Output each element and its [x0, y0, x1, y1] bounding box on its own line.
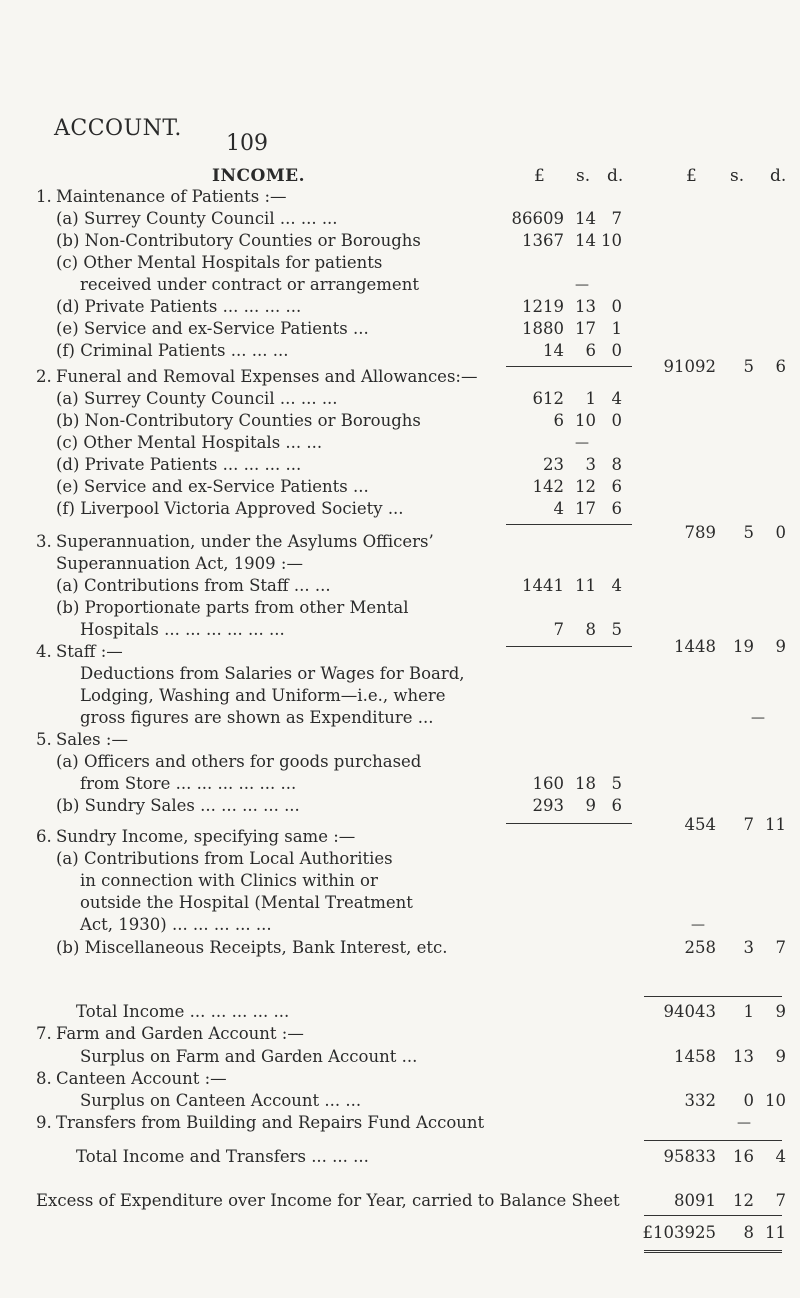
s5-item-b-amount: [506, 795, 626, 817]
shillings: 1: [743, 1002, 754, 1021]
shillings: 6: [585, 341, 596, 360]
pounds: 1880: [522, 319, 564, 338]
pounds: 1448: [674, 637, 716, 656]
pounds: 612: [532, 389, 564, 408]
s1-item-c-dash: —: [575, 277, 589, 293]
shillings: 7: [743, 815, 754, 834]
pence: 6: [611, 499, 622, 518]
section-2-number: 2.: [36, 367, 52, 386]
section-4-title: Staff :—: [56, 642, 123, 661]
pence: 9: [775, 637, 786, 656]
pence: 4: [611, 576, 622, 595]
shillings: 17: [575, 499, 596, 518]
pounds: 454: [684, 815, 716, 834]
pence: 7: [775, 938, 786, 957]
col1-pence-head: d.: [607, 166, 624, 186]
pence: 6: [775, 357, 786, 376]
shillings: 16: [733, 1147, 754, 1166]
section-4-number: 4.: [36, 642, 52, 661]
section-7-number: 7.: [36, 1024, 52, 1043]
shillings: 5: [743, 523, 754, 542]
pounds: 1367: [522, 231, 564, 250]
shillings: 9: [585, 796, 596, 815]
s1-item-f-amount: [506, 340, 626, 362]
section-1-number: 1.: [36, 187, 52, 206]
pounds: 94043: [663, 1002, 716, 1021]
header-account: ACCOUNT.: [54, 116, 182, 141]
s2-item-b-amount: [506, 410, 626, 432]
section-8-title: Canteen Account :—: [56, 1069, 227, 1088]
pounds: 23: [543, 455, 564, 474]
pence: 8: [611, 455, 622, 474]
s4-line-3: gross figures are shown as Expenditure ...: [80, 708, 434, 727]
s1-item-e: (e) Service and ex-Service Patients ...: [56, 319, 369, 338]
pounds: 1458: [674, 1047, 716, 1066]
pence: 6: [611, 796, 622, 815]
pence: 10: [765, 1091, 786, 1110]
s6-item-a-dash: —: [691, 917, 705, 933]
section-9-title: Transfers from Building and Repairs Fund Account: [56, 1113, 485, 1132]
s4-line-2: Lodging, Washing and Uniform—i.e., where: [80, 686, 446, 705]
s2-item-a: (a) Surrey County Council ... ... ...: [56, 389, 338, 408]
s3-total: [636, 636, 786, 658]
col1-pounds-head: £: [534, 166, 545, 186]
pounds: 86609: [511, 209, 564, 228]
s5-item-a: (a) Officers and others for goods purchased: [56, 752, 422, 771]
pence: 0: [611, 411, 622, 430]
s2-item-c-dash: —: [575, 435, 589, 451]
s3-item-b-line2: Hospitals ... ... ... ... ... ...: [80, 620, 285, 639]
excess-label: Excess of Expenditure over Income for Year, carried to Balance Sheet: [36, 1191, 620, 1210]
grand-total-amount: [636, 1222, 786, 1244]
pence: 4: [611, 389, 622, 408]
total-income-transfers-amount: [636, 1146, 786, 1168]
pounds: 95833: [663, 1147, 716, 1166]
s2-item-f-amount: [506, 498, 626, 520]
pence: 5: [611, 774, 622, 793]
pounds: 14: [543, 341, 564, 360]
s3-item-a-amount: [506, 575, 626, 597]
s2-item-d: (d) Private Patients ... ... ... ...: [56, 455, 302, 474]
s1-item-f: (f) Criminal Patients ... ... ...: [56, 341, 289, 360]
farm-surplus-amount: [636, 1046, 786, 1068]
s1-item-a-amount: [506, 208, 626, 230]
page-number: 109: [226, 131, 268, 156]
s6-item-b: (b) Miscellaneous Receipts, Bank Interest, etc.: [56, 938, 448, 957]
section-6-title: Sundry Income, specifying same :—: [56, 827, 356, 846]
excess-amount: [636, 1190, 786, 1212]
canteen-surplus-amount: [636, 1090, 786, 1112]
total-income-label: Total Income ... ... ... ... ...: [76, 1002, 290, 1021]
s2-item-e: (e) Service and ex-Service Patients ...: [56, 477, 369, 496]
s1-subtotal-rule: [506, 366, 632, 367]
pounds: 91092: [663, 357, 716, 376]
pounds: £103925: [642, 1223, 716, 1242]
shillings: 12: [733, 1191, 754, 1210]
pence: 0: [611, 341, 622, 360]
total-income-transfers-label: Total Income and Transfers ... ... ...: [76, 1147, 369, 1166]
shillings: 14: [575, 209, 596, 228]
pounds: 1441: [522, 576, 564, 595]
income-title: INCOME.: [212, 166, 306, 186]
s5-item-a-line2: from Store ... ... ... ... ... ...: [80, 774, 297, 793]
s3-item-a: (a) Contributions from Staff ... ...: [56, 576, 331, 595]
section-3-title: Superannuation, under the Asylums Officers’: [56, 532, 434, 551]
section-8-number: 8.: [36, 1069, 52, 1088]
s4-dash: —: [751, 710, 765, 726]
shillings: 5: [743, 357, 754, 376]
shillings: 12: [575, 477, 596, 496]
s5-total: [636, 814, 786, 836]
shillings: 13: [733, 1047, 754, 1066]
pence: 9: [775, 1002, 786, 1021]
pounds: 7: [553, 620, 564, 639]
col2-pence-head: d.: [770, 166, 787, 186]
section-5-number: 5.: [36, 730, 52, 749]
shillings: 8: [743, 1223, 754, 1242]
s6-item-a-line1: (a) Contributions from Local Authorities: [56, 849, 393, 868]
s2-item-d-amount: [506, 454, 626, 476]
col1-shillings-head: s.: [576, 166, 591, 186]
shillings: 8: [585, 620, 596, 639]
pounds: 789: [684, 523, 716, 542]
section-9-number: 9.: [36, 1113, 52, 1132]
section-1-title: Maintenance of Patients :—: [56, 187, 287, 206]
s5-item-b: (b) Sundry Sales ... ... ... ... ...: [56, 796, 300, 815]
grand-total-rule-bottom: [644, 1250, 782, 1253]
pence: 6: [611, 477, 622, 496]
s2-item-e-amount: [506, 476, 626, 498]
shillings: 3: [585, 455, 596, 474]
pence: 9: [775, 1047, 786, 1066]
shillings: 0: [743, 1091, 754, 1110]
s6-item-b-amount: [636, 937, 786, 959]
col2-pounds-head: £: [686, 166, 697, 186]
s1-item-d: (d) Private Patients ... ... ... ...: [56, 297, 302, 316]
s2-total: [636, 522, 786, 544]
s1-item-c-line2: received under contract or arrangement: [80, 275, 419, 294]
s2-item-b: (b) Non-Contributory Counties or Boroughs: [56, 411, 421, 430]
pence: 10: [601, 231, 622, 250]
pence: 0: [611, 297, 622, 316]
s5-subtotal-rule: [506, 823, 632, 824]
s6-item-a-line3: outside the Hospital (Mental Treatment: [80, 893, 413, 912]
total-income-amount: [636, 1001, 786, 1023]
shillings: 18: [575, 774, 596, 793]
shillings: 1: [585, 389, 596, 408]
pence: 11: [765, 815, 786, 834]
shillings: 13: [575, 297, 596, 316]
s4-line-1: Deductions from Salaries or Wages for Board,: [80, 664, 465, 683]
s2-subtotal-rule: [506, 524, 632, 525]
shillings: 19: [733, 637, 754, 656]
s1-total: [636, 356, 786, 378]
s3-item-b-amount: [506, 619, 626, 641]
s1-item-a: (a) Surrey County Council ... ... ...: [56, 209, 338, 228]
s1-item-d-amount: [506, 296, 626, 318]
pence: 11: [765, 1223, 786, 1242]
pounds: 293: [532, 796, 564, 815]
pounds: 4: [553, 499, 564, 518]
s2-item-f: (f) Liverpool Victoria Approved Society ...: [56, 499, 404, 518]
total-transfers-rule: [644, 1140, 782, 1141]
section-2-title: Funeral and Removal Expenses and Allowances:—: [56, 367, 478, 386]
section-6-number: 6.: [36, 827, 52, 846]
s5-item-a-amount: [506, 773, 626, 795]
shillings: 17: [575, 319, 596, 338]
pounds: 1219: [522, 297, 564, 316]
col2-shillings-head: s.: [730, 166, 745, 186]
pounds: 8091: [674, 1191, 716, 1210]
section-3-number: 3.: [36, 532, 52, 551]
shillings: 11: [575, 576, 596, 595]
pounds: 332: [684, 1091, 716, 1110]
pounds: 142: [532, 477, 564, 496]
s3-item-b: (b) Proportionate parts from other Mental: [56, 598, 409, 617]
pence: 0: [775, 523, 786, 542]
farm-surplus-label: Surplus on Farm and Garden Account ...: [80, 1047, 418, 1066]
pence: 7: [611, 209, 622, 228]
pounds: 258: [684, 938, 716, 957]
section-7-title: Farm and Garden Account :—: [56, 1024, 304, 1043]
transfers-dash: —: [737, 1115, 751, 1131]
section-3-title-line2: Superannuation Act, 1909 :—: [56, 554, 303, 573]
s1-item-b-amount: [506, 230, 626, 252]
shillings: 10: [575, 411, 596, 430]
s1-item-c: (c) Other Mental Hospitals for patients: [56, 253, 383, 272]
s6-item-a-line4: Act, 1930) ... ... ... ... ...: [80, 915, 272, 934]
s2-item-c: (c) Other Mental Hospitals ... ...: [56, 433, 323, 452]
pence: 7: [775, 1191, 786, 1210]
pounds: 160: [532, 774, 564, 793]
canteen-surplus-label: Surplus on Canteen Account ... ...: [80, 1091, 362, 1110]
pence: 4: [775, 1147, 786, 1166]
total-income-rule: [644, 996, 782, 997]
s1-item-e-amount: [506, 318, 626, 340]
s2-item-a-amount: [506, 388, 626, 410]
s6-item-a-line2: in connection with Clinics within or: [80, 871, 378, 890]
pence: 5: [611, 620, 622, 639]
pounds: 6: [553, 411, 564, 430]
section-5-title: Sales :—: [56, 730, 128, 749]
s1-item-b: (b) Non-Contributory Counties or Boroughs: [56, 231, 421, 250]
shillings: 14: [575, 231, 596, 250]
pence: 1: [611, 319, 622, 338]
shillings: 3: [743, 938, 754, 957]
s3-subtotal-rule: [506, 646, 632, 647]
grand-total-rule-top: [644, 1215, 782, 1216]
